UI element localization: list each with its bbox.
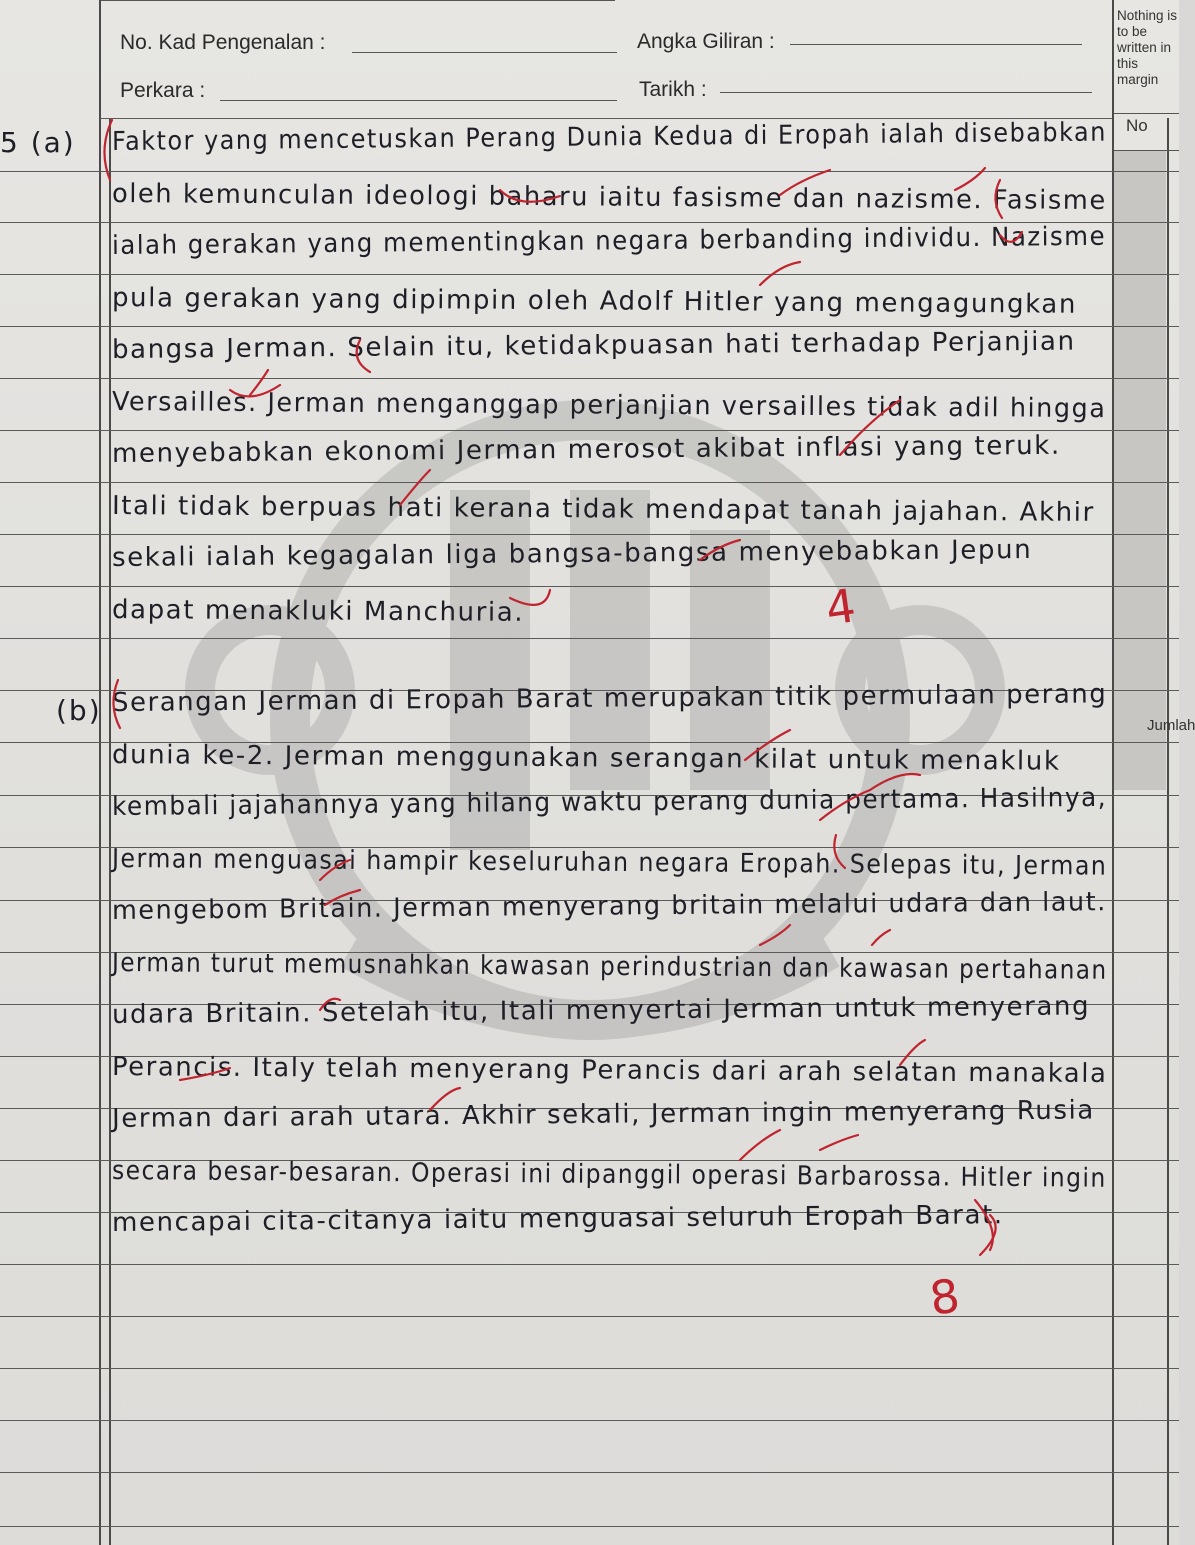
handwritten-line: Jerman turut memusnahkan kawasan perindustrian dan kawasan pertahanan (111, 948, 1108, 986)
handwritten-line: secara besar-besaran. Operasi ini dipanggil operasi Barbarossa. Hitler ingin (111, 1156, 1107, 1194)
handwritten-line: oleh kemunculan ideologi baharu iaitu fasisme dan nazisme. Fasisme (111, 179, 1107, 217)
handwritten-line: bangsa Jerman. Selain itu, ketidakpuasan hati terhadap Perjanjian (111, 326, 1076, 365)
score-mark-a: 4 (822, 578, 859, 636)
handwritten-line: dapat menakluki Manchuria. (111, 595, 525, 628)
index-number-label: Angka Giliran : (637, 30, 775, 53)
handwritten-line: udara Britain. Setelah itu, Itali menyertai Jerman untuk menyerang (111, 991, 1091, 1030)
handwritten-line: ialah gerakan yang mementingkan negara berbanding individu. Nazisme (111, 221, 1107, 261)
handwritten-line: Itali tidak berpuas hati kerana tidak mendapat tanah jajahan. Akhir (111, 491, 1095, 528)
ic-number-label: No. Kad Pengenalan : (120, 31, 326, 54)
handwritten-line: Serangan Jerman di Eropah Barat merupakan titik permulaan perang (111, 679, 1108, 718)
handwritten-line: mencapai cita-citanya iaitu menguasai seluruh Eropah Barat. (111, 1200, 1004, 1238)
question-label-b: (b) (56, 694, 102, 727)
question-number-header: No (1126, 116, 1148, 135)
question-label-a: 5 (a) (0, 126, 76, 159)
handwritten-line: kembali jajahannya yang hilang waktu perang dunia pertama. Hasilnya, (111, 782, 1108, 822)
handwritten-line: Jerman menguasai hampir keseluruhan negara Eropah. Selepas itu, Jerman (111, 844, 1108, 882)
date-label: Tarikh : (639, 78, 707, 101)
handwritten-line: Versailles. Jerman menganggap perjanjian versailles tidak adil hingga (111, 387, 1107, 425)
handwritten-line: sekali ialah kegagalan liga bangsa-bangsa menyebabkan Jepun (111, 534, 1033, 573)
score-mark-b: 8 (926, 1268, 963, 1326)
handwritten-line: mengebom Britain. Jerman menyerang britain melalui udara dan laut. (111, 887, 1107, 926)
total-label: Jumlah (1147, 717, 1195, 734)
handwritten-line: Jerman dari arah utara. Akhir sekali, Jerman ingin menyerang Rusia (111, 1095, 1096, 1134)
handwritten-line: dunia ke-2. Jerman menggunakan serangan kilat untuk menakluk (111, 740, 1061, 777)
handwritten-line: Perancis. Italy telah menyerang Perancis dari arah selatan manakala (111, 1052, 1108, 1089)
handwritten-line: pula gerakan yang dipimpin oleh Adolf Hitler yang mengagungkan (111, 283, 1078, 320)
handwritten-line: Faktor yang mencetuskan Perang Dunia Kedua di Eropah ialah disebabkan (111, 117, 1107, 157)
handwritten-line: menyebabkan ekonomi Jerman merosot akibat inflasi yang teruk. (111, 430, 1061, 469)
subject-label: Perkara : (120, 79, 206, 102)
margin-note: Nothing is to be written in this margin (1117, 8, 1178, 87)
